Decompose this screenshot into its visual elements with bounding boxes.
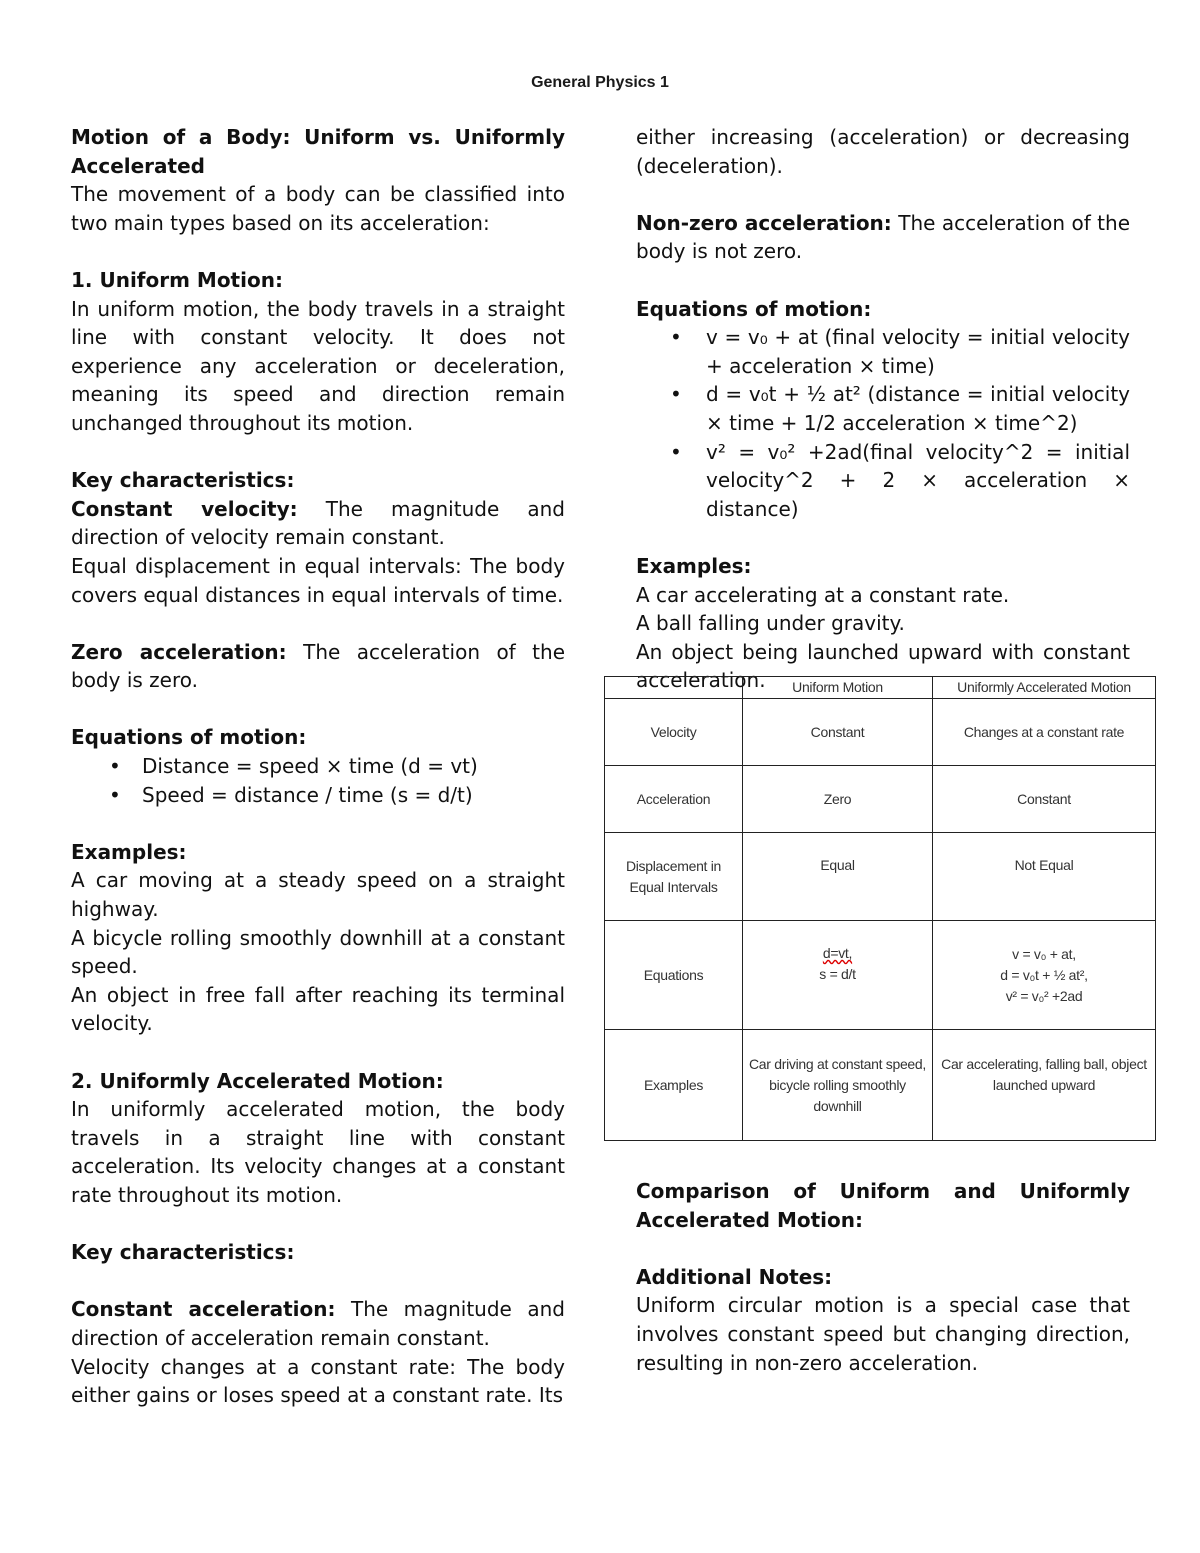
example-item: A car moving at a steady speed on a straight highway. [71,868,565,922]
comparison-table [604,676,1156,1141]
intro-paragraph: The movement of a body can be classified into two main types based on its acceleration: [71,182,565,235]
equation-line: d=vt, [822,945,853,961]
left-column [71,123,565,1410]
example-item: A bicycle rolling smoothly downhill at a constant speed. [71,925,565,979]
equations-list [71,752,565,809]
examples-heading-2: Examples: [636,553,752,578]
table-cell: Car driving at constant speed, bicycle rolling smoothly downhill [743,1030,933,1141]
row-label: Velocity [605,699,743,766]
section-1-text: In uniform motion, the body travels in a straight line with constant velocity. It does not experience any acceleration or deceleration, meaning its speed and direction remain unchanged throughout its motion. [71,296,565,435]
table-cell: Zero [743,766,933,833]
table-cell: Constant [933,766,1156,833]
table-row [605,1030,1156,1141]
table-header-cell: Uniformly Accelerated Motion [933,677,1156,699]
table-header-cell [605,677,743,699]
comparison-heading: Comparison of Uniform and Uniformly Accelerated Motion: [636,1179,1130,1232]
equation-item: • v² = v₀² +2ad(final velocity^2 = initial velocity^2 + 2 × acceleration × distance) [636,438,1130,524]
equation-item: • Speed = distance / time (s = d/t) [71,781,565,810]
equation-line: v = v₀ + at, [1012,945,1076,962]
table-cell: Changes at a constant rate [933,699,1156,766]
row-label: Examples [605,1030,743,1141]
row-label: Acceleration [605,766,743,833]
equations-heading-2: Equations of motion: [636,296,872,321]
examples-heading: Examples: [71,839,187,864]
table-header-row [605,677,1156,699]
equation-item: • v = v₀ + at (final velocity = initial velocity + acceleration × time) [636,323,1130,380]
zero-acceleration-item: Zero acceleration: The acceleration of the body is zero. [71,639,566,693]
key-characteristics-heading-2: Key characteristics: [71,1240,295,1265]
row-label: Equations [605,921,743,1030]
constant-acceleration-item: Constant acceleration: The magnitude and direction of acceleration remain constant. [71,1297,565,1350]
document-title: Motion of a Body: Uniform vs. Uniformly Accelerated [71,125,565,178]
table-header-cell: Uniform Motion [743,677,933,699]
example-item: An object being launched upward with constant acceleration. [636,639,1130,693]
equations-heading: Equations of motion: [71,725,307,750]
table-row [605,699,1156,766]
notes-heading: Additional Notes: [636,1264,833,1289]
section-2-heading: 2. Uniformly Accelerated Motion: [71,1068,444,1093]
equation-line: v² = v₀² +2ad [1005,987,1083,1004]
table-row [605,921,1156,1030]
table-row [605,833,1156,921]
right-column-lower [636,1177,1130,1377]
example-item: An object in free fall after reaching its terminal velocity. [71,982,565,1036]
equal-displacement-item: Equal displacement in equal intervals: The body covers equal distances in equal intervals of time. [71,553,565,607]
equation-line: s = d/t [819,966,856,982]
non-zero-acceleration-item: Non-zero acceleration: The acceleration of the body is not zero. [636,210,1131,264]
table-cell: Not Equal [933,833,1156,921]
key-characteristics-heading: Key characteristics: [71,468,295,493]
row-label: Displacement in Equal Intervals [605,833,743,921]
equations-list-2 [636,323,1130,523]
example-item: A ball falling under gravity. [636,611,905,636]
table-cell [933,921,1156,1030]
table-row [605,766,1156,833]
continued-text: either increasing (acceleration) or decreasing (deceleration). [636,125,1130,178]
equation-item: • d = v₀t + ½ at² (distance = initial velocity × time + 1/2 acceleration × time^2) [636,380,1130,437]
section-2-text: In uniformly accelerated motion, the body travels in a straight line with constant acceleration. Its velocity changes at a constant rate throughout its motion. [71,1097,565,1207]
page-header: General Physics 1 [531,74,669,91]
example-item: A car accelerating at a constant rate. [636,582,1010,607]
table-cell [743,921,933,1030]
velocity-changes-item: Velocity changes at a constant rate: The body either gains or loses speed at a constant rate. Its [71,1354,565,1408]
equation-line: d = v₀t + ½ at², [1000,966,1088,983]
equation-item: • Distance = speed × time (d = vt) [71,752,565,781]
right-column [636,123,1130,695]
table-cell: Car accelerating, falling ball, object launched upward [933,1030,1156,1141]
notes-text: Uniform circular motion is a special case that involves constant speed but changing direction, resulting in non-zero acceleration. [636,1293,1130,1375]
table-cell: Equal [743,833,933,921]
table-cell: Constant [743,699,933,766]
section-1-heading: 1. Uniform Motion: [71,267,283,292]
constant-velocity-item: Constant velocity: The magnitude and direction of velocity remain constant. [71,496,565,550]
